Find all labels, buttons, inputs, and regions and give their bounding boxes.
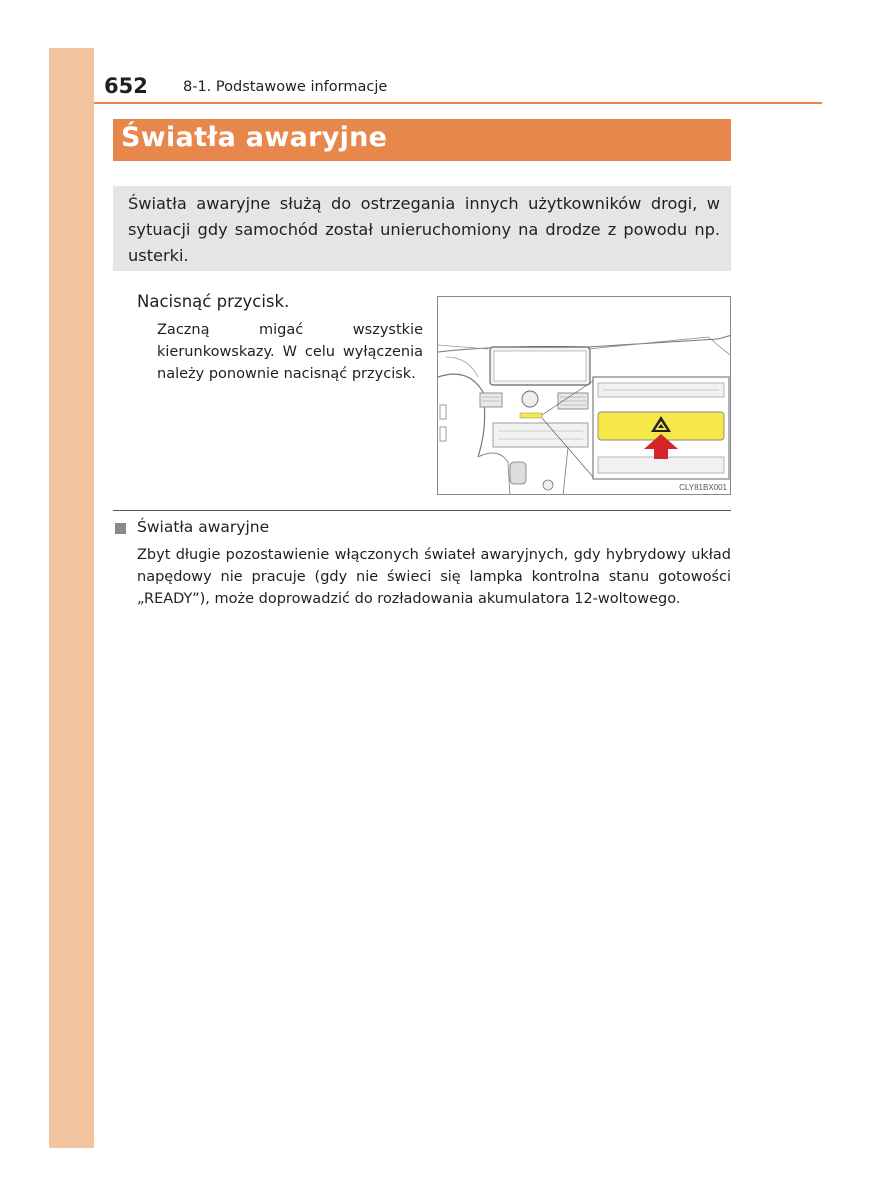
note-heading: Światła awaryjne [137,518,270,536]
instruction-main: Nacisnąć przycisk. [137,292,290,311]
note-text: Zbyt długie pozostawienie włączonych świateł awaryjnych, gdy hybrydowy układ napędowy nie pracuje (gdy nie świeci się lampka kontrolna stanu gotowości „READY”), może doprowadzić do rozładowania akumulatora 12-woltowego. [137,547,731,607]
title-bar [113,119,731,161]
page-title: Światła awaryjne [121,122,388,153]
section-title: 8-1. Podstawowe informacje [183,79,388,95]
side-tab-strip [49,48,94,1148]
header-divider [94,102,822,104]
square-bullet-icon [115,523,126,534]
page-number: 652 [104,74,148,98]
dashboard-drawing [438,297,731,495]
dashboard-illustration [437,296,731,495]
section-divider [113,510,731,511]
instruction-detail: Zaczną migać wszystkie kierunkowskazy. W celu wyłączenia należy ponownie nacisnąć przycisk. [157,322,423,382]
illustration-code: CLY81BX001 [679,483,727,492]
intro-text: Światła awaryjne służą do ostrzegania innych użytkowników drogi, w sytuacji gdy samochód został unieruchomiony na drodze z powodu np. usterki. [128,194,720,265]
intro-box [113,186,731,271]
